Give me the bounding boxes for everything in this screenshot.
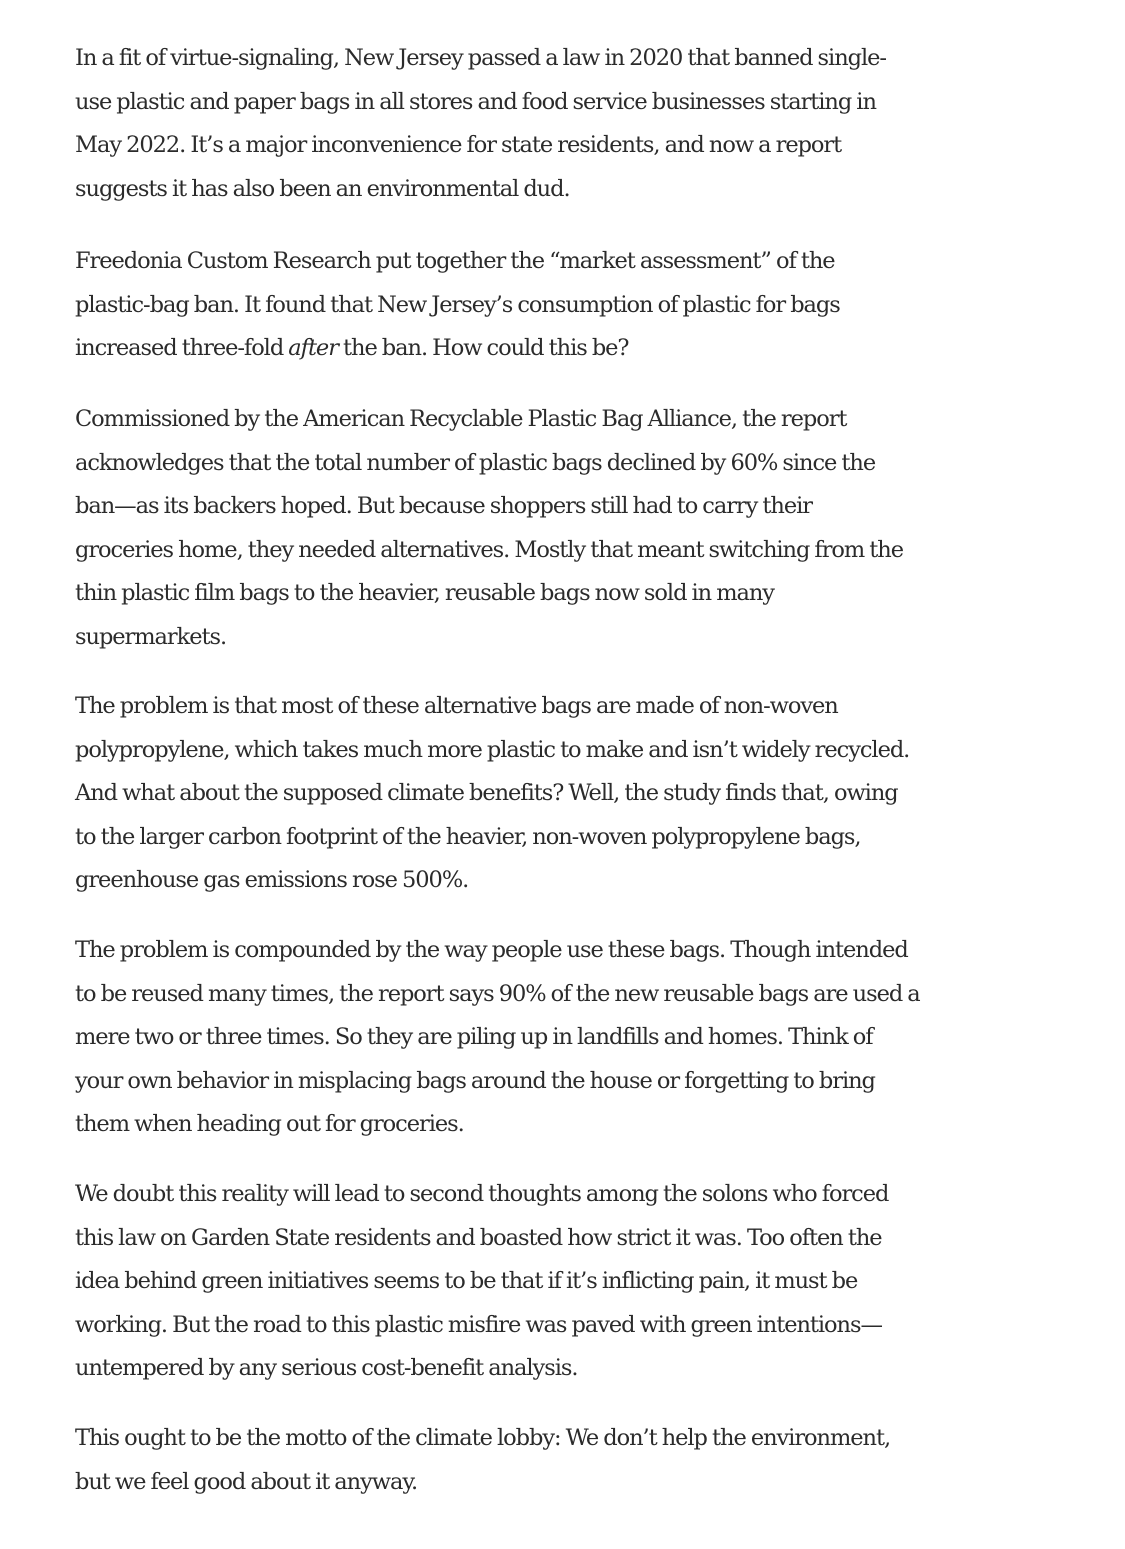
text-line: thin plastic film bags to the heavier, reusable bags now sold in many bbox=[75, 580, 774, 606]
text-line: We doubt this reality will lead to second thoughts among the solons who forced bbox=[75, 1181, 889, 1207]
text-segment: increased three-fold bbox=[75, 335, 289, 361]
text-line: ban—as its backers hoped. But because shoppers still had to carry their bbox=[75, 493, 812, 519]
text-line: this law on Garden State residents and boasted how strict it was. Too often the bbox=[75, 1224, 882, 1251]
text-line: mere two or three times. So they are piling up in landfills and homes. Think of bbox=[75, 1024, 873, 1050]
paragraph-motto bbox=[75, 1417, 1075, 1504]
text-line: to the larger carbon footprint of the heavier, non-woven polypropylene bags, bbox=[75, 823, 861, 850]
text-line: acknowledges that the total number of plastic bags declined by 60% since the bbox=[75, 449, 876, 476]
emphasis-after: after bbox=[288, 335, 338, 361]
text-line: to be reused many times, the report says 90% of the new reusable bags are used a bbox=[75, 980, 920, 1007]
text-line: And what about the supposed climate benefits? Well, the study finds that, owing bbox=[75, 780, 898, 806]
text-line: use plastic and paper bags in all stores and food service businesses starting in bbox=[75, 88, 876, 115]
text-line: Freedonia Custom Research put together the “market assessment” of the bbox=[75, 248, 835, 274]
text-line: The problem is compounded by the way people use these bags. Though intended bbox=[75, 937, 908, 963]
paragraph-intro bbox=[75, 37, 1075, 211]
text-segment: the ban. How could this be? bbox=[337, 335, 629, 361]
text-line: May 2022. It’s a major inconvenience for state residents, and now a report bbox=[75, 132, 842, 158]
paragraph-commissioned bbox=[75, 398, 1075, 659]
text-line: polypropylene, which takes much more plastic to make and isn’t widely recycled. bbox=[75, 736, 910, 763]
paragraph-compounded bbox=[75, 929, 1075, 1147]
paragraph-freedonia bbox=[75, 240, 1075, 371]
text-line: idea behind green initiatives seems to be that if it’s inflicting pain, it must be bbox=[75, 1268, 858, 1294]
text-line: your own behavior in misplacing bags around the house or forgetting to bring bbox=[75, 1067, 875, 1094]
text-line: groceries home, they needed alternatives. Mostly that meant switching from the bbox=[75, 536, 903, 563]
text-line: supermarkets. bbox=[75, 623, 227, 650]
text-line: greenhouse gas emissions rose 500%. bbox=[75, 867, 469, 893]
text-line: This ought to be the motto of the climate lobby: We don’t help the environment, bbox=[75, 1425, 891, 1451]
text-line bbox=[75, 327, 1075, 371]
text-line: In a fit of virtue-signaling, New Jersey passed a law in 2020 that banned single- bbox=[75, 45, 886, 71]
paragraph-solons bbox=[75, 1173, 1075, 1391]
text-line: The problem is that most of these alternative bags are made of non-woven bbox=[75, 693, 838, 719]
text-line: them when heading out for groceries. bbox=[75, 1111, 464, 1137]
text-line: suggests it has also been an environmental dud. bbox=[75, 175, 570, 202]
paragraph-polypropylene bbox=[75, 685, 1075, 903]
text-line: plastic-bag ban. It found that New Jersey’s consumption of plastic for bags bbox=[75, 291, 840, 318]
text-line: working. But the road to this plastic misfire was paved with green intentions— bbox=[75, 1311, 882, 1338]
text-line: Commissioned by the American Recyclable Plastic Bag Alliance, the report bbox=[75, 406, 847, 432]
text-line: untempered by any serious cost-benefit analysis. bbox=[75, 1355, 578, 1381]
text-line: but we feel good about it anyway. bbox=[75, 1468, 418, 1495]
